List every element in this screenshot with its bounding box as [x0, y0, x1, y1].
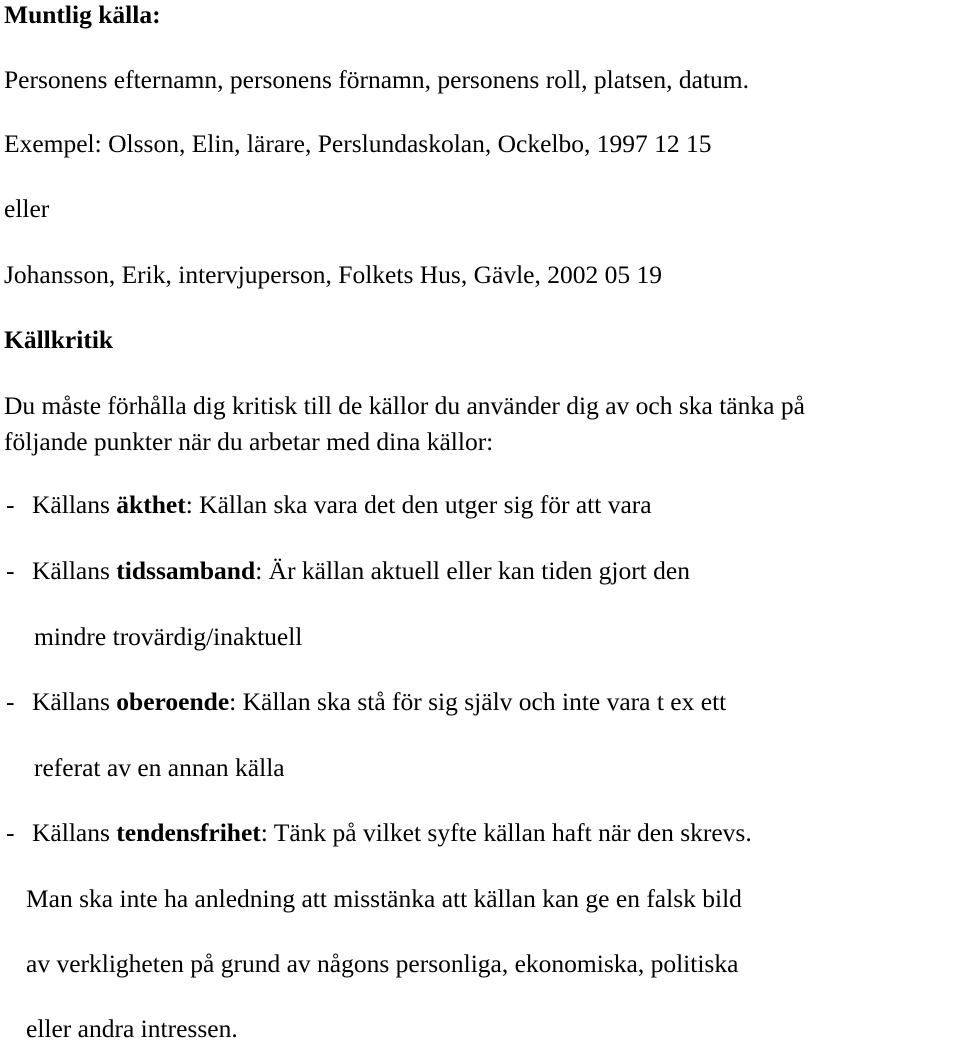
source-criticism-heading: Källkritik — [4, 325, 114, 354]
bullet-dash: - — [6, 818, 15, 847]
point-text: : Källan ska vara det den utger sig för att vara — [185, 490, 652, 519]
oral-source-heading: Muntlig källa: — [4, 0, 161, 29]
point-text: : Tänk på vilket syfte källan haft när den skrevs. — [260, 818, 752, 847]
source-criticism-intro-line-1: Du måste förhålla dig kritisk till de källor du använder dig av och ska tänka på — [4, 391, 805, 420]
point-prefix: Källans — [32, 818, 117, 847]
point-term: tendensfrihet — [116, 818, 261, 847]
oral-source-example-2: Johansson, Erik, intervjuperson, Folkets Hus, Gävle, 2002 05 19 — [4, 260, 662, 289]
point-continuation: Man ska inte ha anledning att misstänka att källan kan ge en falsk bild — [26, 884, 742, 913]
oral-source-format: Personens efternamn, personens förnamn, personens roll, platsen, datum. — [4, 65, 749, 94]
source-criticism-intro-line-2: följande punkter när du arbetar med dina källor: — [4, 427, 494, 456]
point-continuation: mindre trovärdig/inaktuell — [34, 622, 303, 651]
point-tendency-freedom — [6, 820, 752, 846]
point-prefix: Källans — [32, 687, 117, 716]
oral-source-or: eller — [4, 194, 50, 223]
bullet-dash: - — [6, 490, 15, 519]
point-text: : Källan ska stå för sig själv och inte vara t ex ett — [229, 687, 727, 716]
bullet-dash: - — [6, 687, 15, 716]
point-text: : Är källan aktuell eller kan tiden gjort den — [255, 556, 690, 585]
point-term: äkthet — [116, 490, 186, 519]
point-time-relation — [6, 558, 690, 584]
point-continuation: referat av en annan källa — [34, 753, 285, 782]
point-independence — [6, 689, 726, 715]
point-term: tidssamband — [116, 556, 256, 585]
point-continuation: av verkligheten på grund av någons personliga, ekonomiska, politiska — [26, 949, 739, 978]
point-term: oberoende — [116, 687, 230, 716]
bullet-dash: - — [6, 556, 15, 585]
point-prefix: Källans — [32, 490, 117, 519]
point-prefix: Källans — [32, 556, 117, 585]
point-authenticity — [6, 492, 652, 518]
oral-source-example-1: Exempel: Olsson, Elin, lärare, Perslundaskolan, Ockelbo, 1997 12 15 — [4, 129, 712, 158]
point-continuation: eller andra intressen. — [26, 1014, 238, 1043]
